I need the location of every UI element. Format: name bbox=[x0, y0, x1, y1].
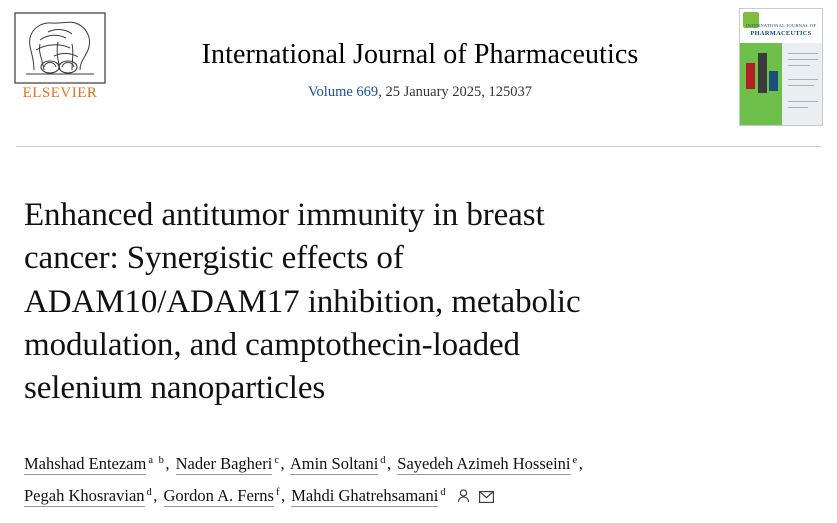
author-affiliation-marker[interactable]: c bbox=[274, 454, 281, 466]
author-item[interactable] bbox=[164, 486, 281, 505]
author-separator: , bbox=[280, 486, 286, 506]
author-separator: , bbox=[153, 486, 158, 506]
author-separator: , bbox=[165, 454, 170, 473]
cover-journal-line1: INTERNATIONAL JOURNAL OF bbox=[745, 23, 817, 28]
author-item[interactable] bbox=[291, 486, 447, 505]
author-separator: , bbox=[280, 454, 285, 473]
author-name[interactable]: Pegah Khosravian bbox=[24, 486, 145, 506]
elsevier-wordmark: ELSEVIER bbox=[22, 85, 98, 101]
author-item[interactable] bbox=[24, 454, 165, 473]
author-item[interactable] bbox=[24, 486, 153, 505]
title-line: Enhanced antitumor immunity in breast bbox=[24, 197, 545, 234]
corresponding-author-email-icon[interactable] bbox=[479, 482, 494, 514]
elsevier-logo[interactable] bbox=[14, 12, 106, 108]
journal-header bbox=[0, 0, 837, 134]
journal-cover-thumbnail[interactable] bbox=[739, 8, 823, 126]
issue-date-pages: , 25 January 2025, 125037 bbox=[378, 83, 533, 100]
cover-text-line bbox=[788, 79, 818, 80]
title-line: ADAM10/ADAM17 inhibition, metabolic bbox=[24, 283, 581, 320]
cover-text-line bbox=[788, 65, 810, 66]
author-line-2 bbox=[24, 480, 804, 514]
cover-text-line bbox=[788, 85, 814, 86]
cover-journal-line2: PHARMACEUTICS bbox=[750, 29, 812, 37]
author-name[interactable]: Sayedeh Azimeh Hosseini bbox=[397, 454, 571, 473]
cover-text-line bbox=[788, 53, 818, 54]
title-line: modulation, and camptothecin-loaded bbox=[24, 326, 520, 363]
author-line-1 bbox=[24, 448, 804, 480]
title-line: selenium nanoparticles bbox=[24, 369, 326, 406]
author-list bbox=[24, 448, 804, 514]
cover-journal-name bbox=[740, 23, 822, 38]
elsevier-tree-logo-icon bbox=[14, 12, 106, 84]
author-affiliation-marker[interactable]: f bbox=[275, 486, 281, 498]
author-affiliation-marker[interactable]: d bbox=[380, 454, 388, 466]
author-actions bbox=[457, 481, 499, 514]
author-profile-icon[interactable] bbox=[457, 482, 470, 514]
author-item[interactable] bbox=[176, 454, 281, 473]
author-item[interactable] bbox=[290, 454, 387, 473]
author-name[interactable]: Mahdi Ghatrehsamani bbox=[291, 486, 439, 506]
journal-issue-meta bbox=[120, 84, 720, 101]
cover-text-line bbox=[788, 101, 818, 102]
cover-stripe-red bbox=[746, 63, 755, 89]
author-name[interactable]: Amin Soltani bbox=[289, 454, 379, 473]
cover-stripe-dark bbox=[758, 53, 767, 93]
journal-info bbox=[120, 40, 720, 101]
author-name[interactable]: Mahshad Entezam bbox=[24, 454, 147, 473]
author-name[interactable]: Nader Bagheri bbox=[175, 454, 273, 473]
volume-link[interactable]: Volume 669 bbox=[307, 83, 379, 100]
cover-stripe-blue bbox=[769, 71, 778, 91]
author-separator: , bbox=[387, 454, 392, 473]
author-affiliation-marker[interactable]: e bbox=[572, 454, 579, 466]
author-name[interactable]: Gordon A. Ferns bbox=[163, 486, 274, 506]
author-affiliation-marker[interactable]: d bbox=[146, 486, 154, 498]
header-divider bbox=[16, 146, 821, 147]
cover-text-line bbox=[788, 107, 808, 108]
title-line: cancer: Synergistic effects of bbox=[24, 240, 404, 277]
author-item[interactable] bbox=[397, 454, 578, 473]
author-affiliation-marker[interactable]: a b bbox=[148, 454, 166, 466]
page-title bbox=[24, 194, 784, 410]
author-affiliation-marker[interactable]: d bbox=[440, 486, 448, 498]
journal-title[interactable]: International Journal of Pharmaceutics bbox=[201, 39, 639, 70]
author-separator: , bbox=[578, 454, 583, 473]
cover-text-line bbox=[788, 59, 818, 60]
